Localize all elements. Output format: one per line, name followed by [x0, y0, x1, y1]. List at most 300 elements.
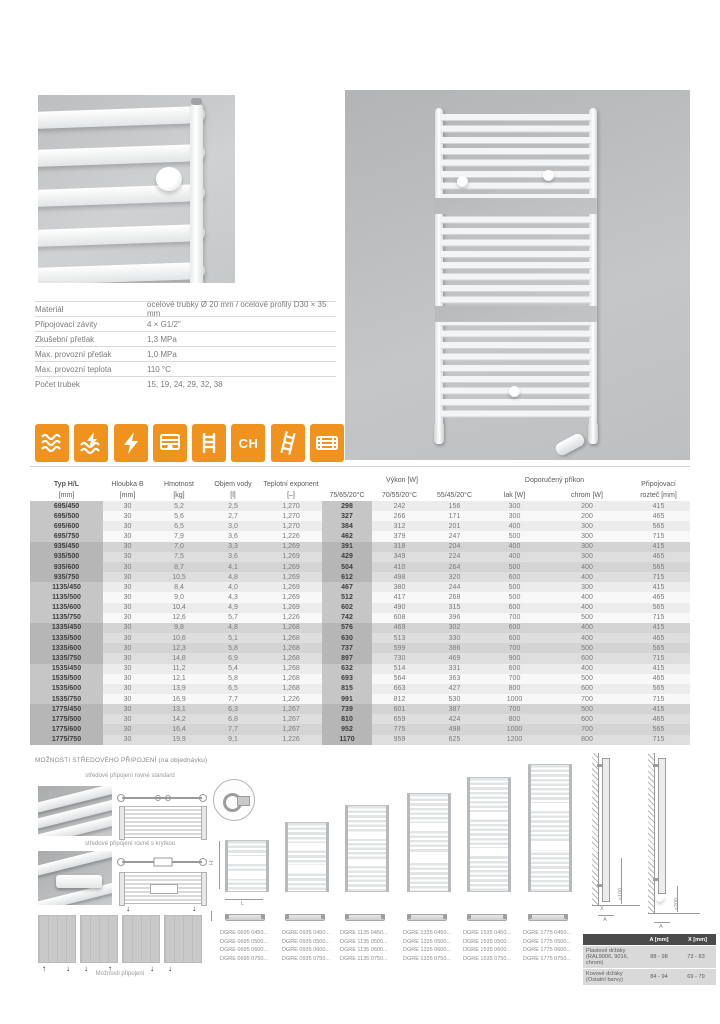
table-row — [30, 562, 690, 572]
table-cell: 565 — [627, 521, 690, 531]
table-cell: 424 — [427, 714, 482, 724]
brackets-row — [583, 968, 716, 985]
table-cell: 500 — [547, 704, 627, 714]
table-cell: 30 — [103, 643, 152, 653]
code-line: DGRE 1135 0750... — [340, 955, 388, 962]
code-line: DGRE 1535 0600... — [463, 947, 512, 954]
table-cell: 800 — [482, 714, 547, 724]
bracket-type-label: Plastové držáky (RAL9006, 9016, chrom) — [586, 948, 629, 966]
code-line: DGRE 0935 0600... — [282, 947, 331, 954]
table-cell: 1,226 — [260, 531, 322, 541]
table-cell: 565 — [627, 643, 690, 653]
end-cap — [381, 914, 385, 919]
valve — [588, 422, 598, 444]
towel-gap-mark — [531, 803, 569, 810]
table-cell: 500 — [547, 613, 627, 623]
table-cell: 396 — [427, 613, 482, 623]
ladder-radiator-icon — [192, 424, 226, 462]
table-cell: 935/450 — [30, 542, 103, 552]
header-line2: chrom [W] — [571, 492, 603, 499]
table-cell: 3,0 — [206, 521, 260, 531]
table-cell: 349 — [372, 552, 427, 562]
table-cell: 504 — [322, 562, 372, 572]
spec-label: Zkušební přetlak — [35, 334, 95, 344]
end-cap — [443, 914, 447, 919]
towel-gap-mark — [470, 848, 508, 855]
table-cell: 30 — [103, 521, 152, 531]
table-cell: 12,6 — [152, 613, 206, 623]
table-row — [30, 542, 690, 552]
table-cell: 715 — [627, 735, 690, 745]
towel-gap-mark — [228, 872, 266, 879]
code-line: DGRE 1775 0500... — [523, 938, 572, 945]
section-title-suffix: (na objednávku) — [158, 757, 208, 764]
table-cell: 30 — [103, 674, 152, 684]
table-cell: 156 — [427, 501, 482, 511]
valve-detail — [656, 894, 664, 902]
table-cell: 415 — [627, 704, 690, 714]
table-cell: 659 — [372, 714, 427, 724]
table-cell: 315 — [427, 603, 482, 613]
table-cell: 30 — [103, 592, 152, 602]
table-cell: 1200 — [482, 735, 547, 745]
table-row — [30, 704, 690, 714]
table-cell: 384 — [322, 521, 372, 531]
code-line: DGRE 1135 0500... — [340, 938, 388, 945]
table-cell: 465 — [627, 552, 690, 562]
dim-label-min1: ≥100 — [618, 888, 624, 900]
table-cell: 1,270 — [260, 511, 322, 521]
table-cell: 30 — [103, 694, 152, 704]
table-cell: 9,1 — [206, 735, 260, 745]
table-cell: 400 — [482, 521, 547, 531]
towel-gap-mark — [348, 859, 386, 866]
table-cell: 415 — [627, 582, 690, 592]
table-cell: 415 — [627, 623, 690, 633]
spec-row — [35, 301, 336, 316]
table-cell: 30 — [103, 664, 152, 674]
header-line2: [kg] — [173, 492, 185, 499]
table-cell: 600 — [482, 633, 547, 643]
table-cell: 8,4 — [152, 582, 206, 592]
table-cell: 9,0 — [152, 592, 206, 602]
header-line2: 70/55/20°C — [381, 492, 418, 499]
table-row — [30, 714, 690, 724]
end-cap — [321, 914, 325, 919]
table-cell: 224 — [427, 552, 482, 562]
table-cell: 500 — [482, 531, 547, 541]
table-cell: 600 — [547, 653, 627, 663]
table-cell: 1775/600 — [30, 724, 103, 734]
table-cell: 600 — [547, 684, 627, 694]
table-cell: 3,6 — [206, 552, 260, 562]
dim-label-a1: A — [603, 917, 607, 923]
table-cell: 465 — [627, 592, 690, 602]
code-line: DGRE 0935 0500... — [282, 938, 331, 945]
table-cell: 9,8 — [152, 623, 206, 633]
table-cell: 500 — [482, 582, 547, 592]
table-row — [30, 501, 690, 511]
table-cell: 1775/500 — [30, 714, 103, 724]
flow-arrow: ↓ — [66, 964, 70, 973]
end-cap — [225, 914, 229, 919]
panel-radiator-icon — [153, 424, 187, 462]
table-cell: 700 — [482, 643, 547, 653]
table-cell: 600 — [482, 664, 547, 674]
towel-gap-mark — [288, 865, 326, 872]
table-cell: 467 — [322, 582, 372, 592]
table-cell: 715 — [627, 531, 690, 541]
size-top-view — [467, 914, 507, 921]
table-cell: 700 — [482, 704, 547, 714]
table-cell: 1135/500 — [30, 592, 103, 602]
end-cap — [345, 914, 349, 919]
code-column — [220, 929, 268, 963]
table-row — [30, 613, 690, 623]
table-cell: 700 — [482, 674, 547, 684]
thermostatic-head — [554, 432, 587, 458]
code-line: DGRE 0695 0500... — [220, 938, 269, 945]
table-cell: 1,269 — [260, 562, 322, 572]
table-cell: 1335/750 — [30, 653, 103, 663]
towel-gap-mark — [410, 854, 448, 861]
connection-option-panel — [38, 915, 76, 963]
table-cell: 379 — [372, 531, 427, 541]
table-cell: 469 — [372, 623, 427, 633]
spec-row — [35, 316, 336, 331]
table-cell: 410 — [372, 562, 427, 572]
dim-line-a1 — [598, 915, 614, 916]
towel-gap-mark — [410, 823, 448, 830]
table-cell: 565 — [627, 724, 690, 734]
table-cell: 330 — [427, 633, 482, 643]
table-cell: 1,226 — [260, 613, 322, 623]
electric-heating-icon — [114, 424, 148, 462]
code-line: DGRE 0935 0750... — [282, 955, 331, 962]
table-row — [30, 735, 690, 745]
hot-water-heating-icon — [35, 424, 69, 462]
table-cell: 264 — [427, 562, 482, 572]
table-cell: 417 — [372, 592, 427, 602]
table-cell: 498 — [427, 724, 482, 734]
size-top-view — [285, 914, 325, 921]
table-cell: 400 — [547, 603, 627, 613]
bracket-a-value: 88 - 98 — [650, 954, 668, 960]
table-cell: 465 — [627, 714, 690, 724]
table-cell: 1,226 — [260, 735, 322, 745]
table-cell: 13,9 — [152, 684, 206, 694]
table-cell: 700 — [482, 613, 547, 623]
code-line: DGRE 1535 0750... — [463, 955, 512, 962]
table-cell: 1135/450 — [30, 582, 103, 592]
table-cell: 1335/600 — [30, 643, 103, 653]
table-cell: 500 — [547, 674, 627, 684]
table-cell: 400 — [547, 562, 627, 572]
table-cell: 30 — [103, 501, 152, 511]
spec-value: 15, 19, 24, 29, 32, 38 — [147, 379, 223, 389]
table-row — [30, 653, 690, 663]
table-cell: 900 — [482, 653, 547, 663]
table-cell: 500 — [482, 562, 547, 572]
table-cell: 602 — [322, 603, 372, 613]
spec-value: 1,0 MPa — [147, 349, 177, 359]
connection-option-panel — [80, 915, 118, 963]
table-cell: 19,9 — [152, 735, 206, 745]
table-cell: 1,268 — [260, 623, 322, 633]
table-cell: 300 — [547, 521, 627, 531]
table-cell: 730 — [372, 653, 427, 663]
table-cell: 897 — [322, 653, 372, 663]
table-cell: 300 — [547, 531, 627, 541]
table-body — [30, 501, 690, 745]
table-row — [30, 724, 690, 734]
code-column — [463, 929, 511, 963]
table-cell: 715 — [627, 572, 690, 582]
slanted-radiator-icon — [271, 424, 305, 462]
spec-table — [35, 301, 336, 391]
table-cell: 30 — [103, 582, 152, 592]
code-column — [403, 929, 451, 963]
size-diagram — [528, 764, 572, 892]
table-cell: 601 — [372, 704, 427, 714]
table-cell: 952 — [322, 724, 372, 734]
table-cell: 693 — [322, 674, 372, 684]
table-cell: 400 — [482, 552, 547, 562]
end-cap — [467, 914, 471, 919]
connection-drawing-side-2 — [120, 872, 206, 904]
table-row — [30, 603, 690, 613]
table-cell: 1000 — [482, 694, 547, 704]
connection-drawing-side-1 — [120, 806, 206, 838]
table-cell: 1170 — [322, 735, 372, 745]
towel-gap — [435, 198, 597, 214]
air-vent-knob — [156, 167, 182, 191]
table-cell: 1535/600 — [30, 684, 103, 694]
radiator-tube — [38, 224, 205, 247]
bracket-mark — [597, 884, 603, 887]
header-col — [152, 474, 206, 501]
header-col — [260, 474, 322, 501]
table-cell: 16,4 — [152, 724, 206, 734]
table-row — [30, 592, 690, 602]
table-cell: 7,0 — [152, 542, 206, 552]
floor-line-2 — [648, 913, 700, 914]
table-cell: 320 — [427, 572, 482, 582]
connection-photo-1 — [38, 786, 112, 836]
spec-label: Materiál — [35, 304, 64, 314]
table-cell: 6,8 — [206, 714, 260, 724]
code-line: DGRE 1775 0600... — [523, 947, 572, 954]
table-cell: 10,5 — [152, 572, 206, 582]
flow-arrow: ↓ — [126, 904, 130, 913]
combined-heating-icon — [74, 424, 108, 462]
header-line1: Typ H/L — [53, 481, 80, 488]
brackets-row — [583, 945, 716, 968]
connection-drawing-top-2 — [116, 856, 208, 868]
section-title-text: MOŽNOSTI STŘEDOVÉHO PŘIPOJENÍ — [35, 757, 157, 764]
table-row — [30, 531, 690, 541]
bracket-x-value: 73 - 83 — [687, 954, 705, 960]
header-line2: [mm] — [119, 492, 136, 499]
table-cell: 7,5 — [152, 552, 206, 562]
size-diagram — [407, 793, 451, 892]
table-row — [30, 582, 690, 592]
table-cell: 513 — [372, 633, 427, 643]
code-line: DGRE 0695 0750... — [220, 955, 269, 962]
table-cell: 715 — [627, 613, 690, 623]
section-title — [35, 757, 207, 764]
radiator-tube — [38, 184, 205, 207]
radiator-profile-2 — [658, 758, 666, 894]
icon-strip — [35, 424, 344, 462]
table-cell: 171 — [427, 511, 482, 521]
table-cell: 565 — [627, 603, 690, 613]
table-cell: 10,6 — [152, 633, 206, 643]
size-diagram — [285, 822, 329, 892]
code-line: DGRE 1135 0600... — [340, 947, 388, 954]
table-cell: 14,8 — [152, 653, 206, 663]
product-photo-detail — [38, 95, 235, 283]
table-cell: 5,8 — [206, 674, 260, 684]
radiator-profile-1 — [602, 758, 610, 902]
table-cell: 387 — [427, 704, 482, 714]
table-cell: 742 — [322, 613, 372, 623]
table-cell: 318 — [372, 542, 427, 552]
code-line: DGRE 1335 0750... — [403, 955, 452, 962]
header-line2: lak [W] — [503, 492, 526, 499]
table-cell: 630 — [322, 633, 372, 643]
spec-value: 4 × G1/2" — [147, 319, 181, 329]
size-top-view — [345, 914, 385, 921]
end-cap — [407, 914, 411, 919]
table-row — [30, 684, 690, 694]
header-line1: Objem vody — [214, 481, 252, 488]
dim-line-h — [219, 841, 220, 889]
connection-option-panel — [122, 915, 160, 963]
table-cell: 30 — [103, 603, 152, 613]
table-cell: 300 — [482, 501, 547, 511]
table-cell: 935/600 — [30, 562, 103, 572]
table-cell: 1535/500 — [30, 674, 103, 684]
end-cap — [261, 914, 265, 919]
table-cell: 4,9 — [206, 603, 260, 613]
table-cell: 415 — [627, 664, 690, 674]
dim-label-a2: A — [659, 924, 663, 930]
air-vent-knob — [543, 170, 554, 181]
code-line: DGRE 1335 0600... — [403, 947, 452, 954]
table-row — [30, 674, 690, 684]
table-cell: 5,7 — [206, 613, 260, 623]
table-cell: 266 — [372, 511, 427, 521]
table-cell: 1,267 — [260, 724, 322, 734]
table-cell: 700 — [547, 724, 627, 734]
end-cap — [285, 914, 289, 919]
table-cell: 5,2 — [152, 501, 206, 511]
table-cell: 1,269 — [260, 542, 322, 552]
connection-drawing-top-1 — [116, 792, 208, 804]
table-cell: 268 — [427, 592, 482, 602]
table-cell: 5,8 — [206, 643, 260, 653]
table-cell: 695/600 — [30, 521, 103, 531]
table-cell: 7,9 — [152, 531, 206, 541]
brackets-table-header — [583, 934, 716, 945]
table-cell: 30 — [103, 511, 152, 521]
table-cell: 400 — [547, 633, 627, 643]
table-cell: 327 — [322, 511, 372, 521]
table-cell: 14,2 — [152, 714, 206, 724]
table-row — [30, 664, 690, 674]
table-cell: 429 — [322, 552, 372, 562]
table-cell: 30 — [103, 542, 152, 552]
table-cell: 564 — [372, 674, 427, 684]
table-cell: 300 — [547, 542, 627, 552]
code-line: DGRE 0935 0450... — [282, 930, 331, 936]
table-cell: 715 — [627, 694, 690, 704]
code-line: DGRE 1775 0750... — [523, 955, 572, 962]
table-cell: 4,8 — [206, 623, 260, 633]
wall-hatch-2 — [648, 753, 655, 913]
table-cell: 4,1 — [206, 562, 260, 572]
header-line1: Připojovací — [641, 481, 676, 488]
connection-option-panel — [164, 915, 202, 963]
table-cell: 514 — [372, 664, 427, 674]
table-cell: 2,7 — [206, 511, 260, 521]
table-cell: 1,268 — [260, 664, 322, 674]
table-cell: 2,5 — [206, 501, 260, 511]
bracket-mark — [597, 764, 603, 767]
bench-radiator-icon — [310, 424, 344, 462]
table-cell: 363 — [427, 674, 482, 684]
table-cell: 1,268 — [260, 653, 322, 663]
table-cell: 565 — [627, 562, 690, 572]
end-cap — [503, 914, 507, 919]
code-line: DGRE 1135 0450... — [340, 930, 388, 936]
table-cell: 608 — [372, 613, 427, 623]
table-cell: 576 — [322, 623, 372, 633]
table-cell: 298 — [322, 501, 372, 511]
radiator-tubes — [441, 114, 591, 418]
table-cell: 30 — [103, 562, 152, 572]
dim-label-min2: ≥200 — [674, 898, 680, 910]
spec-row — [35, 376, 336, 391]
bracket-type-label: Kovové držáky (Ostatní barvy) — [586, 971, 623, 983]
table-cell: 1535/750 — [30, 694, 103, 704]
table-cell: 30 — [103, 724, 152, 734]
table-cell: 30 — [103, 531, 152, 541]
towel-gap-mark — [531, 843, 569, 850]
table-cell: 300 — [547, 552, 627, 562]
table-cell: 30 — [103, 653, 152, 663]
table-cell: 16,9 — [152, 694, 206, 704]
brackets-table — [583, 934, 716, 985]
header-col — [30, 474, 103, 501]
table-header — [30, 474, 690, 501]
table-cell: 663 — [372, 684, 427, 694]
spec-label: Max. provozní přetlak — [35, 349, 112, 359]
header-line1: Hloubka B — [111, 481, 144, 488]
table-cell: 30 — [103, 552, 152, 562]
spec-label: Max. provozní teplota — [35, 364, 112, 374]
table-cell: 737 — [322, 643, 372, 653]
table-cell: 512 — [322, 592, 372, 602]
code-column — [282, 929, 330, 963]
table-row — [30, 521, 690, 531]
table-cell: 1335/500 — [30, 633, 103, 643]
table-cell: 4,0 — [206, 582, 260, 592]
table-cell: 300 — [482, 511, 547, 521]
table-cell: 1,226 — [260, 694, 322, 704]
table-cell: 1,268 — [260, 674, 322, 684]
